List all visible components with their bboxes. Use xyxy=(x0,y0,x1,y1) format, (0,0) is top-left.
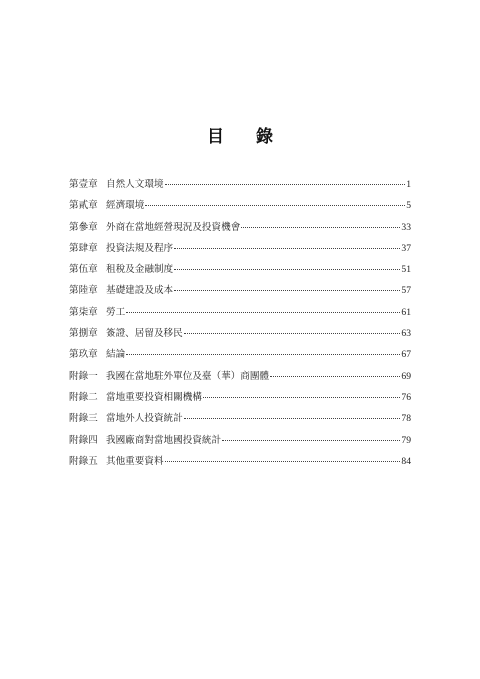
toc-entry[interactable] xyxy=(69,199,411,220)
toc-page-number: 79 xyxy=(401,434,411,446)
toc-entry[interactable] xyxy=(69,370,411,391)
toc-entry-label: 當地外人投資統計 xyxy=(106,413,183,425)
toc-page-number: 69 xyxy=(401,370,411,382)
toc-list xyxy=(69,178,411,476)
toc-page-number: 84 xyxy=(401,455,411,467)
toc-leader-dots xyxy=(241,227,400,228)
toc-entry-label: 勞工 xyxy=(106,306,126,318)
toc-appendix-number: 附錄五 xyxy=(69,455,98,467)
toc-entry-label: 我國在當地駐外單位及臺（華）商團體 xyxy=(106,370,270,382)
toc-leader-dots xyxy=(145,205,405,206)
toc-entry-label: 結論 xyxy=(106,349,126,361)
toc-entry[interactable] xyxy=(69,178,411,199)
toc-appendix-number: 附錄一 xyxy=(69,370,98,382)
toc-entry-label: 簽證、居留及移民 xyxy=(106,328,183,340)
toc-entry-label: 當地重要投資相關機構 xyxy=(106,391,202,403)
toc-entry[interactable] xyxy=(69,434,411,455)
toc-entry[interactable] xyxy=(69,391,411,412)
toc-leader-dots xyxy=(165,184,406,185)
toc-entry-label: 經濟環境 xyxy=(106,200,145,212)
toc-chapter-number: 第貳章 xyxy=(69,200,98,212)
toc-page-number: 57 xyxy=(401,285,411,297)
toc-page-number: 37 xyxy=(401,242,411,254)
toc-chapter-number: 第陸章 xyxy=(69,285,98,297)
toc-entry[interactable] xyxy=(69,242,411,263)
toc-page-number: 1 xyxy=(406,179,411,190)
toc-entry[interactable] xyxy=(69,327,411,348)
toc-leader-dots xyxy=(165,461,401,462)
toc-page-number: 76 xyxy=(401,391,411,403)
toc-page-number: 67 xyxy=(401,349,411,361)
toc-leader-dots xyxy=(184,418,401,419)
toc-appendix-number: 附錄二 xyxy=(69,391,98,403)
toc-leader-dots xyxy=(126,312,400,313)
toc-chapter-number: 第壹章 xyxy=(69,179,98,190)
toc-leader-dots xyxy=(203,397,400,398)
toc-entry-label: 自然人文環境 xyxy=(106,179,164,190)
toc-leader-dots xyxy=(270,376,400,377)
toc-page-number: 5 xyxy=(406,200,411,212)
toc-entry-label: 投資法規及程序 xyxy=(106,242,174,254)
toc-page-number: 51 xyxy=(401,264,411,276)
toc-page-number: 78 xyxy=(401,413,411,425)
toc-chapter-number: 第柒章 xyxy=(69,306,98,318)
toc-leader-dots xyxy=(174,290,400,291)
toc-entry[interactable] xyxy=(69,306,411,327)
toc-chapter-number: 第捌章 xyxy=(69,328,98,340)
toc-chapter-number: 第肆章 xyxy=(69,242,98,254)
toc-appendix-number: 附錄三 xyxy=(69,413,98,425)
toc-chapter-number: 第玖章 xyxy=(69,349,98,361)
toc-entry-label: 基礎建設及成本 xyxy=(106,285,174,297)
toc-page-number: 61 xyxy=(401,306,411,318)
toc-appendix-number: 附錄四 xyxy=(69,434,98,446)
toc-page-number: 33 xyxy=(401,221,411,233)
toc-entry[interactable] xyxy=(69,412,411,433)
toc-entry-label: 我國廠商對當地國投資統計 xyxy=(106,434,222,446)
toc-leader-dots xyxy=(174,248,400,249)
toc-entry-label: 外商在當地經營現況及投資機會 xyxy=(106,221,241,233)
toc-entry[interactable] xyxy=(69,348,411,369)
toc-title: 目 錄 xyxy=(207,127,286,147)
toc-leader-dots xyxy=(184,333,401,334)
toc-entry-label: 租稅及金融制度 xyxy=(106,264,174,276)
toc-chapter-number: 第伍章 xyxy=(69,264,98,276)
toc-entry[interactable] xyxy=(69,263,411,284)
toc-page-number: 63 xyxy=(401,328,411,340)
toc-entry[interactable] xyxy=(69,284,411,305)
toc-leader-dots xyxy=(222,440,400,441)
toc-entry-label: 其他重要資料 xyxy=(106,455,164,467)
toc-entry[interactable] xyxy=(69,221,411,242)
toc-leader-dots xyxy=(174,269,400,270)
toc-chapter-number: 第參章 xyxy=(69,221,98,233)
toc-entry[interactable] xyxy=(69,455,411,476)
toc-leader-dots xyxy=(126,354,400,355)
